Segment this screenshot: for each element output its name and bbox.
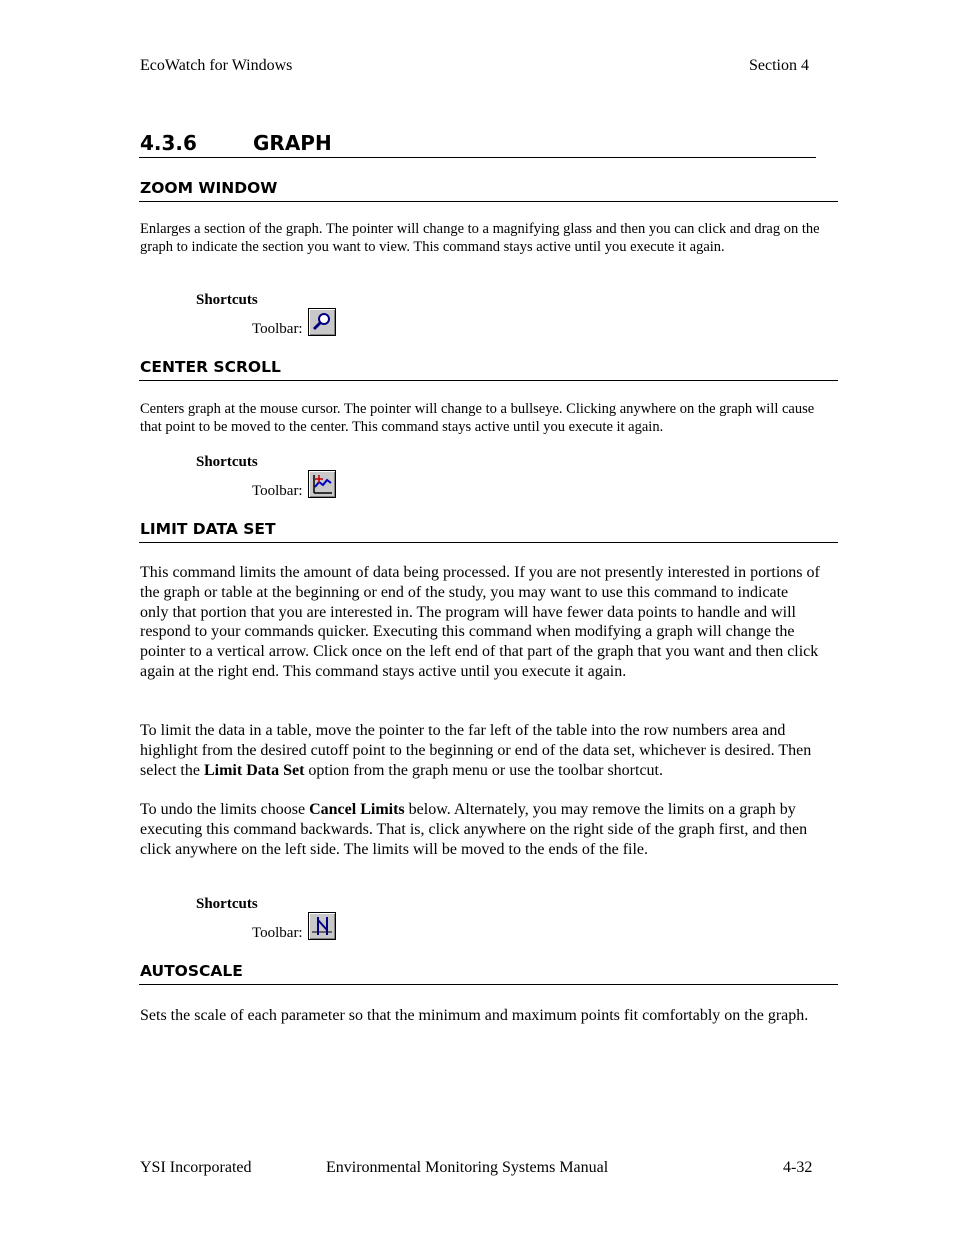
zoom-window-description: Enlarges a section of the graph. The pointer will change to a magnifying glass and then you can click and drag on the graph to indicate the section you want to view. This command stays active until you execute it again. [140,221,820,255]
section-title [140,131,332,155]
autoscale-description: Sets the scale of each parameter so that the minimum and maximum points fit comfortably on the graph. [140,1007,809,1024]
zoom-window-heading: ZOOM WINDOW [140,179,278,197]
limit-toolbar-label: Toolbar: [252,925,303,941]
running-header-left: EcoWatch for Windows [140,57,293,74]
limit-data-rule [139,542,838,543]
center-toolbar-label: Toolbar: [252,483,303,499]
center-scroll-heading: CENTER SCROLL [140,358,281,376]
limit-data-paragraph-2: To limit the data in a table, move the pointer to the far left of the table into the row numbers area and highlight from the desired cutoff point to the beginning or end of the data set, whichever is desired. Then select the Limit Data Set option from the graph menu or use the toolbar shortcut. [140,722,812,779]
limit-data-icon [311,915,333,937]
center-shortcuts-label: Shortcuts [196,454,258,470]
center-scroll-description: Centers graph at the mouse cursor. The pointer will change to a bullseye. Clicking anywhere on the graph will cause that point to be moved to the center. This command stays active until you execute it again. [140,401,815,435]
footer-left: YSI Incorporated [140,1159,252,1176]
zoom-window-rule [139,201,838,202]
section-title-text: GRAPH [253,131,332,155]
zoom-window-button[interactable] [308,308,336,336]
limit-data-button[interactable] [308,912,336,940]
page-number: 4-32 [783,1159,813,1176]
zoom-toolbar-label: Toolbar: [252,321,303,337]
section-rule [139,157,816,158]
autoscale-heading: AUTOSCALE [140,962,243,980]
footer-center: Environmental Monitoring Systems Manual [326,1159,609,1176]
running-header-right: Section 4 [749,57,809,74]
limit-data-paragraph-1: This command limits the amount of data being processed. If you are not presently interested in portions of the graph or table at the beginning or end of the study, you may want to use this command to indicate only that portion that you are interested in. The program will have fewer data points to handle and will respond to your commands quicker. Executing this command when modifying a graph will change the pointer to a vertical arrow. Click once on the left end of that part of the graph that you want and then click again at the right end. This command stays active until you execute it again. [140,564,820,680]
center-scroll-icon [311,473,333,495]
limit-data-paragraph-3: To undo the limits choose Cancel Limits below. Alternately, you may remove the limits on a graph by executing this command backwards. That is, click anywhere on the right side of the graph first, and then click anywhere on the left side. The limits will be moved to the ends of the file. [140,801,808,858]
limit-shortcuts-label: Shortcuts [196,896,258,912]
center-scroll-rule [139,380,838,381]
center-scroll-button[interactable] [308,470,336,498]
autoscale-rule [139,984,838,985]
section-number: 4.3.6 [140,131,197,155]
magnifier-icon [311,311,333,333]
zoom-shortcuts-label: Shortcuts [196,292,258,308]
limit-data-heading: LIMIT DATA SET [140,520,276,538]
